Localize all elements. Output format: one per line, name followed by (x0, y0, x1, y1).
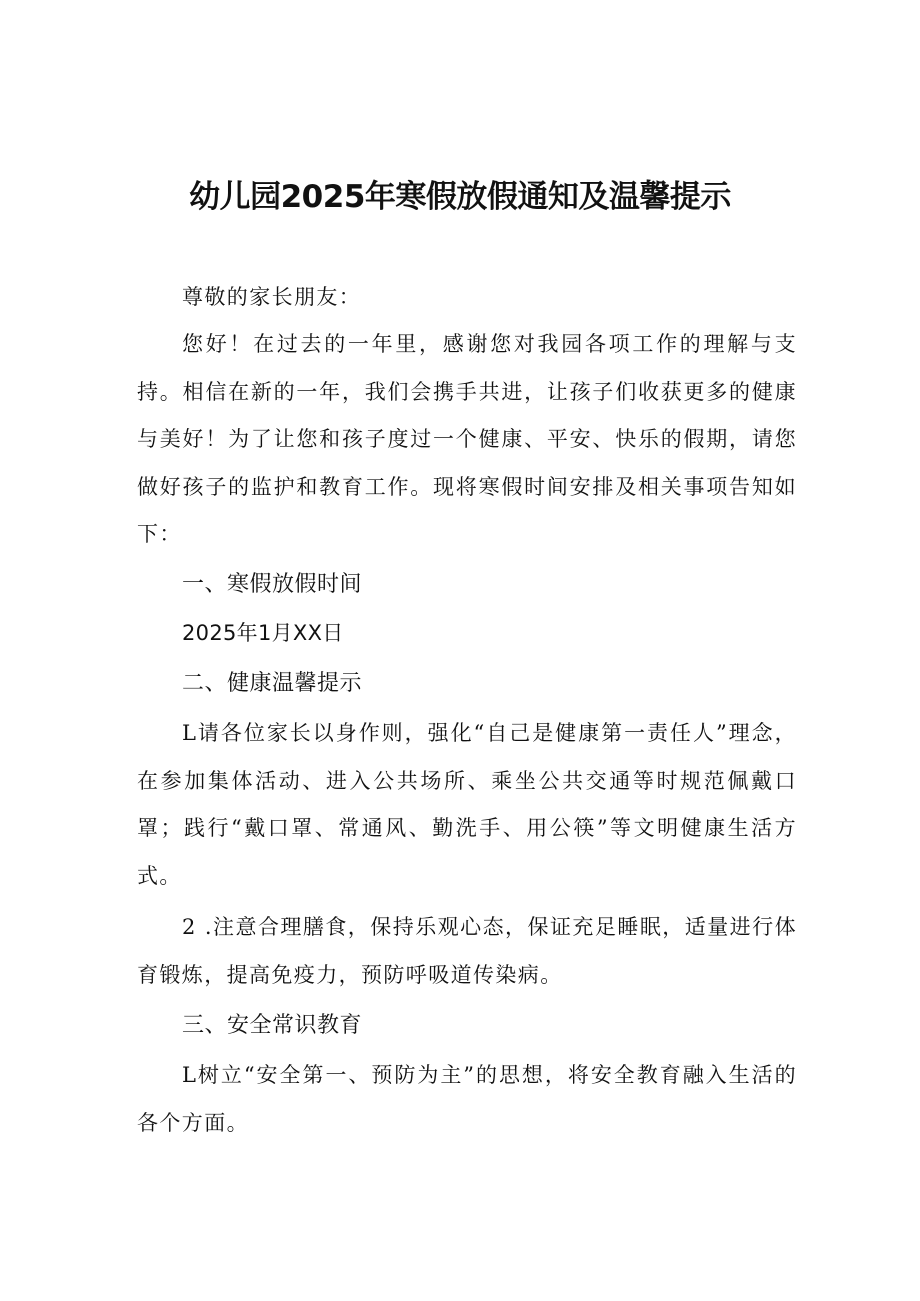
safety-tip-1: L树立“安全第一、预防为主”的思想，将安全教育融入生活的各个方面。 (137, 1063, 797, 1135)
section-heading-health-tips: 二、健康温馨提示 (182, 671, 363, 696)
health-tip-2: 2 .注意合理膳食，保持乐观心态，保证充足睡眠，适量进行体育锻炼，提高免疫力，预防呼吸道传染病。 (137, 915, 797, 987)
section-heading-vacation-time: 一、寒假放假时间 (182, 572, 363, 597)
section-heading-safety-education: 三、安全常识教育 (182, 1013, 363, 1038)
vacation-date: 2025年1月XX日 (182, 621, 344, 645)
document-title: 幼儿园2025年寒假放假通知及温馨提示 (189, 179, 731, 215)
salutation: 尊敬的家长朋友： (182, 285, 362, 309)
intro-paragraph: 您好！在过去的一年里，感谢您对我园各项工作的理解与支持。相信在新的一年，我们会携手共进，让孩子们收获更多的健康与美好！为了让您和孩子度过一个健康、平安、快乐的假期，请您做好孩子的监护和教育工作。现将寒假时间安排及相关事项告知如下： (137, 332, 797, 546)
health-tip-1: L请各位家长以身作则，强化“自己是健康第一责任人”理念，在参加集体活动、进入公共场所、乘坐公共交通等时规范佩戴口罩；践行“戴口罩、常通风、勤洗手、用公筷”等文明健康生活方式。 (137, 721, 797, 888)
